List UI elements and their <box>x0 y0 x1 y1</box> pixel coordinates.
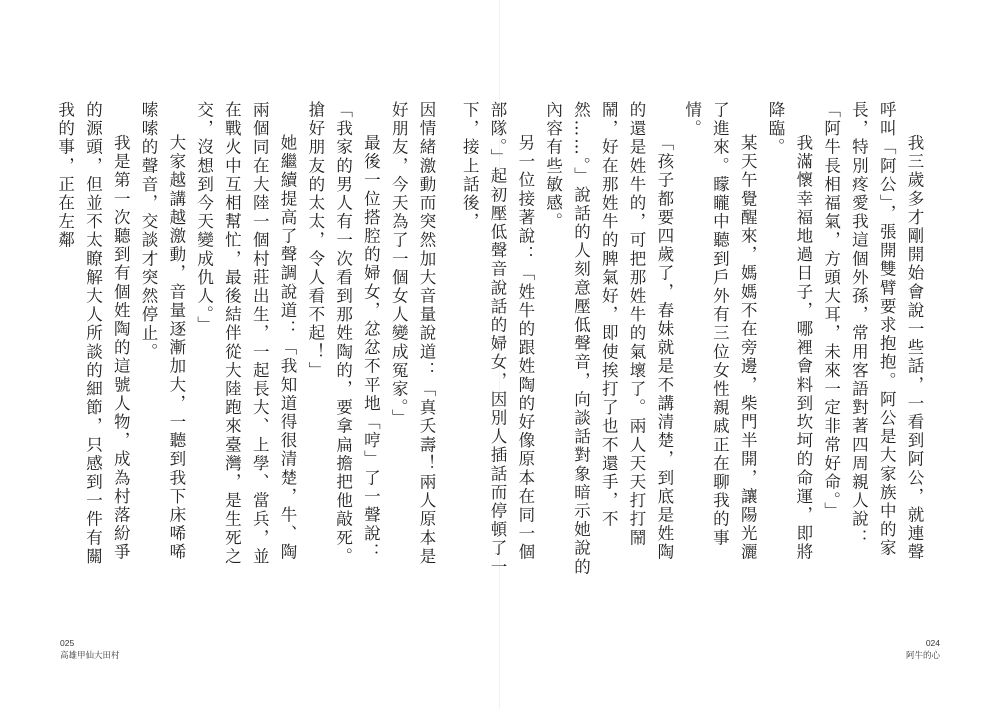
paragraph: 大家越講越激動，音量逐漸加大，一聽到我下床唏唏嗦嗦的聲音，交談才突然停止。 <box>139 101 186 562</box>
paragraph: 我三歲多才剛開始會說一些話，一看到阿公，就連聲呼叫「阿公」，張開雙臂要求抱抱。阿公是大家族中的家長，特別疼愛我這個外孫，常用客語對著四周親人說：「阿牛長相福氣，方頭大耳，未來一定非常好命。」 <box>821 101 924 562</box>
page-number: 025 <box>60 638 75 648</box>
paragraph: 某天午覺醒來，媽媽不在旁邊，柴門半開，讓陽光灑了進來。矇矓中聽到戶外有三位女性親戚正在聊我的事情。 <box>682 101 758 562</box>
paragraph: 因情緒激動而突然加大音量說道：「真夭壽！兩人原本是好朋友，今天為了一個女人變成冤家。」 <box>389 101 436 566</box>
running-title: 阿牛的心 <box>905 650 940 660</box>
left-footer <box>60 637 120 661</box>
right-page-body <box>460 101 928 579</box>
paragraph: 我滿懷幸福地過日子，哪裡會料到坎坷的命運，即將降臨。 <box>766 101 813 562</box>
right-page <box>460 0 1000 709</box>
left-page-body <box>55 101 440 579</box>
paragraph: 我是第一次聽到有個姓陶的這號人物，成為村落紛爭的源頭，但並不太瞭解大人所談的細節，只感到一件有關我的事，正在左鄰 <box>55 101 131 566</box>
paragraph: 另一位接著說：「姓牛的跟姓陶的好像原本在同一個部隊。」起初壓低聲音說話的婦女，因別人插話而停頓了一下，接上話後， <box>460 101 535 577</box>
paragraph: 最後一位搭腔的婦女，忿忿不平地「哼」了一聲說：「我家的男人有一次看到那姓陶的，要拿扁擔把他敲死。搶好朋友的太太，令人看不起！」 <box>305 101 381 566</box>
right-footer <box>906 637 940 661</box>
paragraph: 「孩子都要四歲了，春妹就是不講清楚，到底是姓陶的還是姓牛的，可把那姓牛的氣壞了。兩人天天打打鬧鬧，好在那姓牛的脾氣好，即使挨打了也不還手，不然……。」說話的人刻意壓低聲音，向談話對象暗示她說的內容有些敏感。 <box>543 101 674 577</box>
paragraph: 她繼續提高了聲調說道：「我知道得很清楚，牛、陶兩個同在大陸一個村莊出生，一起長大、上學、當兵，並在戰火中互相幫忙，最後結伴從大陸跑來臺灣，是生死之交，沒想到今天變成仇人。」 <box>194 101 298 566</box>
running-title: 高雄甲仙大田村 <box>60 650 120 660</box>
page-number: 024 <box>925 638 940 648</box>
